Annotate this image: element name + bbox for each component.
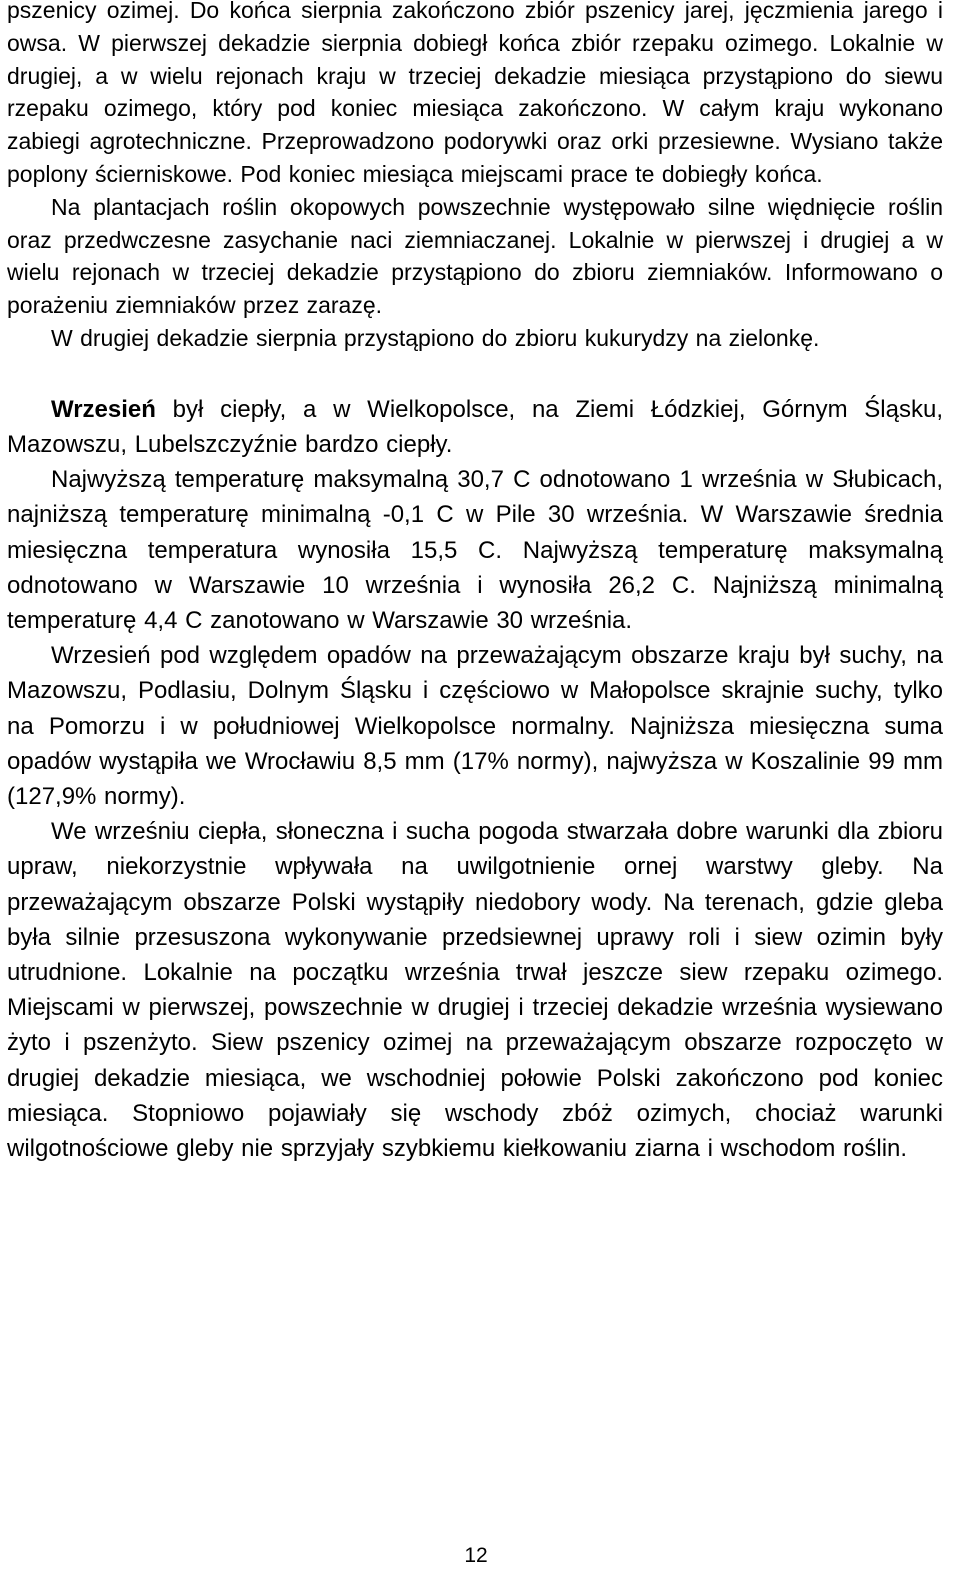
paragraph-september-overview <box>7 392 943 462</box>
document-page <box>7 0 943 1166</box>
paragraph-september-fieldwork: We wrześniu ciepła, słoneczna i sucha pogoda stwarzała dobre warunki dla zbioru upraw, niekorzystnie wpływała na uwilgotnienie ornej warstwy gleby. Na przeważającym obszarze Polski wystąpiły niedobory wody. Na terenach, gdzie gleba była silnie przesuszona wykonywanie przedsiewnej uprawy roli i siew ozimin były utrudnione. Lokalnie na początku września trwał jeszcze siew rzepaku ozimego. Miejscami w pierwszej, powszechnie w drugiej i trzeciej dekadzie września wysiewano żyto i pszenżyto. Siew pszenicy ozimej na przeważającym obszarze rozpoczęto w drugiej dekadzie miesiąca, we wschodniej połowie Polski zakończono pod koniec miesiąca. Stopniowo pojawiały się wschody zbóż ozimych, chociaż warunki wilgotnościowe gleby nie sprzyjały szybkiemu kiełkowaniu ziarna i wschodom roślin. <box>7 818 943 1163</box>
september-overview-text: był ciepły, a w Wielkopolsce, na Ziemi Łódzkiej, Górnym Śląsku, Mazowszu, Lubelszczyźnie bardzo ciepły. <box>7 395 943 458</box>
page-number: 12 <box>464 1544 488 1567</box>
september-lead-word: Wrzesień <box>51 395 156 423</box>
paragraph-september-temperature: Najwyższą temperaturę maksymalną 30,7 C odnotowano 1 września w Słubicach, najniższą temperaturę minimalną -0,1 C w Pile 30 września. W Warszawie średnia miesięczna temperatura wynosiła 15,5 C. Najwyższą temperaturę maksymalną odnotowano w Warszawie 10 września i wynosiła 26,2 C. Najniższą minimalną temperaturę 4,4 C zanotowano w Warszawie 30 września. <box>7 466 943 634</box>
paragraph-maize-harvest: W drugiej dekadzie sierpnia przystąpiono do zbioru kukurydzy na zielonkę. <box>51 324 820 351</box>
paragraph-harvest-summary: pszenicy ozimej. Do końca sierpnia zakończono zbiór pszenicy jarej, jęczmienia jarego i owsa. W pierwszej dekadzie sierpnia dobiegł końca zbiór rzepaku ozimego. Lokalnie w drugiej, a w wielu rejonach kraju w trzeciej dekadzie miesiąca przystąpiono do siewu rzepaku ozimego, który pod koniec miesiąca zakończono. W całym kraju wykonano zabiegi agrotechniczne. Przeprowadzono podorywki oraz orki przesiewne. Wysiano także poplony ścierniskowe. Pod koniec miesiąca miejscami prace te dobiegły końca. <box>7 0 943 187</box>
paragraph-root-crops: Na plantacjach roślin okopowych powszechnie występowało silne więdnięcie roślin oraz przedwczesne zasychanie naci ziemniaczanej. Lokalnie w pierwszej i drugiej a w wielu rejonach w trzeciej dekadzie przystąpiono do zbioru ziemniaków. Informowano o porażeniu ziemniaków przez zarazę. <box>7 193 943 319</box>
paragraph-september-precipitation: Wrzesień pod względem opadów na przeważającym obszarze kraju był suchy, na Mazowszu, Podlasiu, Dolnym Śląsku i częściowo w Małopolsce skrajnie suchy, tylko na Pomorzu i w południowej Wielkopolsce normalny. Najniższa miesięczna suma opadów wystąpiła we Wrocławiu 8,5 mm (17% normy), najwyższa w Koszalinie 99 mm (127,9% normy). <box>7 642 943 810</box>
